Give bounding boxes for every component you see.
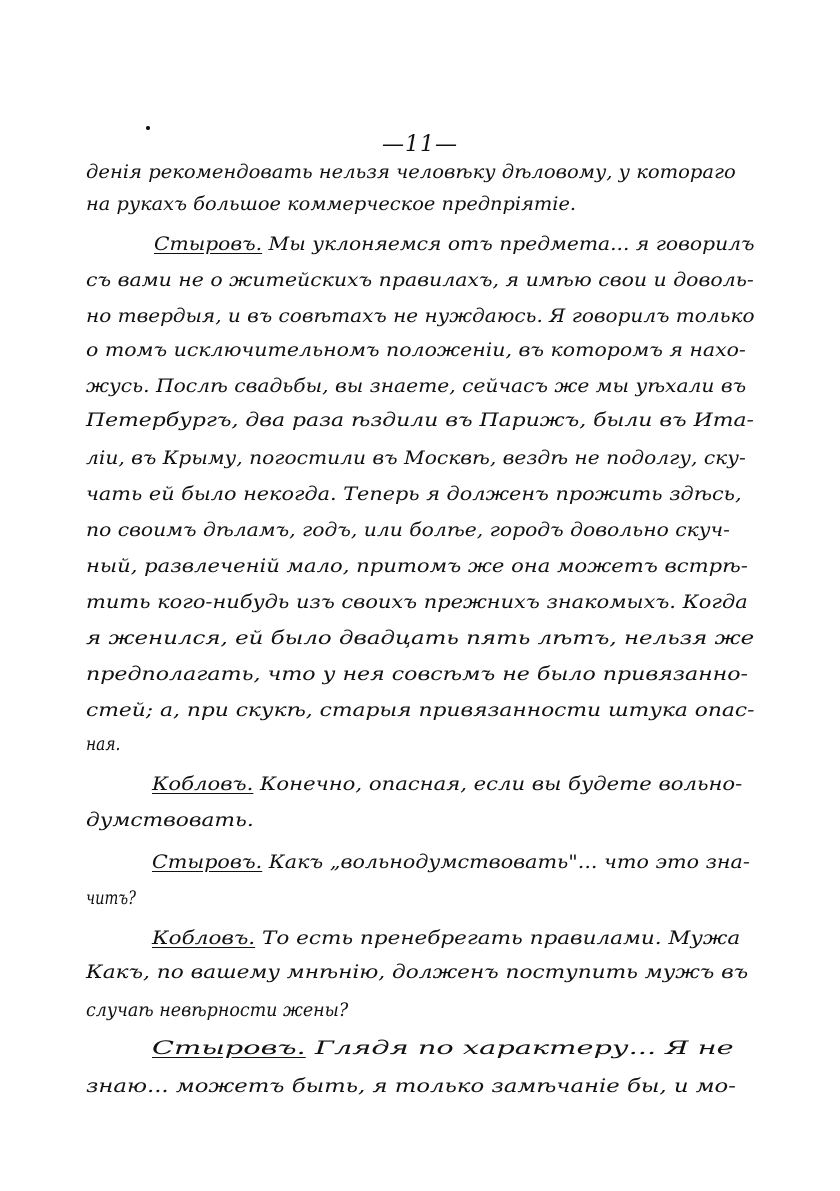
line-text: Конечно, опасная, если вы будете вольно- [253, 773, 743, 795]
line-text: я женился, ей было двадцать пять лѣтъ, нельзя же [86, 627, 755, 649]
line-text: ная. [86, 733, 121, 755]
line-text: предполагать, что у нея совсѣмъ не было привязанно- [86, 663, 749, 685]
manuscript-line [86, 998, 348, 1022]
manuscript-line [152, 850, 750, 874]
manuscript-line [86, 304, 755, 328]
speaker-name: Стыровъ. [152, 1037, 306, 1059]
line-text: на рукахъ большое коммерческое предпріятіе. [86, 193, 577, 215]
line-text: Глядя по характеру... Я не [305, 1037, 734, 1059]
manuscript-line [86, 338, 746, 362]
speaker-name: Стыровъ. [152, 851, 263, 873]
line-text: читъ? [86, 887, 136, 909]
line-text: ліи, въ Крыму, погостили въ Москвѣ, вездѣ не подолгу, ску- [86, 447, 746, 469]
line-text: стей; а, при скукѣ, старыя привязанности штука опас- [86, 699, 755, 721]
line-text: знаю... можетъ быть, я только замѣчаніе бы, и мо- [86, 1075, 736, 1097]
manuscript-line [86, 590, 748, 614]
manuscript-line [86, 268, 754, 292]
line-text: Мы уклоняемся отъ предмета... я говорилъ [262, 233, 755, 255]
line-text: денія рекомендовать нельзя человѣку дѣловому, у котораго [86, 161, 736, 183]
line-text: жусь. Послѣ свадьбы, вы знаете, сейчасъ же мы уѣхали въ [86, 375, 747, 397]
manuscript-line [86, 1074, 736, 1098]
line-text: случаѣ невѣрности жены? [86, 999, 349, 1021]
manuscript-line [86, 482, 742, 506]
line-text: Какъ „вольнодумствовать"... что это зна- [262, 851, 750, 873]
manuscript-line [86, 808, 254, 832]
manuscript-line [86, 698, 754, 722]
ink-speck [146, 126, 150, 130]
manuscript-line [152, 772, 742, 796]
line-text: съ вами не о житейскихъ правилахъ, я имѣю свои и доволь- [86, 269, 754, 291]
manuscript-line [86, 732, 120, 756]
line-text: чать ей было некогда. Теперь я долженъ прожить здѣсь, [86, 483, 742, 505]
line-text: Какъ, по вашему мнѣнію, долженъ поступить мужъ въ [86, 961, 749, 983]
line-text: о томъ исключительномъ положеніи, въ которомъ я нахо- [86, 339, 746, 361]
page-number: —11— [382, 132, 458, 157]
line-text: То есть пренебрегать правилами. Мужа [255, 927, 741, 949]
manuscript-line [86, 626, 754, 650]
manuscript-line [86, 960, 748, 984]
line-text: по своимъ дѣламъ, годъ, или болѣе, городъ довольно скуч- [86, 519, 730, 541]
manuscript-line [86, 554, 748, 578]
manuscript-line [86, 446, 746, 470]
line-text: тить кого-нибудь изъ своихъ прежнихъ знакомыхъ. Когда [86, 591, 748, 613]
speaker-name: Стыровъ. [154, 233, 263, 255]
line-text: Петербургъ, два раза ѣздили въ Парижъ, были въ Ита- [86, 409, 754, 431]
manuscript-line [86, 886, 136, 910]
manuscript-line [154, 232, 755, 256]
manuscript-line [86, 662, 748, 686]
manuscript-line [86, 192, 576, 216]
manuscript-line [86, 160, 736, 184]
manuscript-line [86, 518, 730, 542]
line-text: думствовать. [86, 809, 254, 831]
line-text: ный, развлеченій мало, притомъ же она можетъ встрѣ- [86, 555, 748, 577]
line-text: но твердыя, и въ совѣтахъ не нуждаюсь. Я говорилъ только [86, 305, 755, 327]
speaker-name: Кобловъ. [152, 773, 254, 795]
manuscript-line [152, 1036, 734, 1060]
manuscript-line [86, 408, 754, 432]
speaker-name: Кобловъ. [152, 927, 256, 949]
manuscript-line [152, 926, 740, 950]
manuscript-line [86, 374, 746, 398]
